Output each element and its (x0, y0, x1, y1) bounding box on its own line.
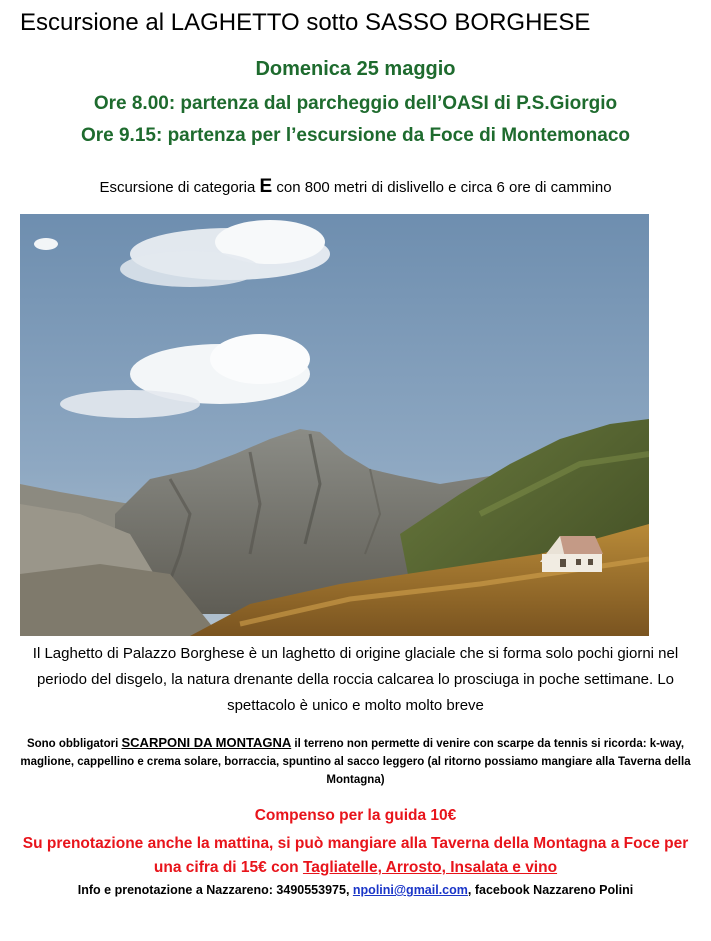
contact-prefix: Info e prenotazione a Nazzareno: 3490553975, (77, 883, 350, 897)
departure-time-1: Ore 8.00: partenza dal parcheggio dell’OASI di P.S.Giorgio (93, 93, 618, 114)
booking-menu: Tagliatelle, Arrosto, Insalata e vino (302, 859, 558, 876)
booking-text: Su prenotazione anche la mattina, si può mangiare alla Taverna della Montagna a Foce per una cifra di 15€ con (22, 835, 689, 876)
mountain-photo (20, 214, 649, 636)
contact-suffix: , facebook Nazzareno Polini (467, 883, 634, 897)
event-date: Domenica 25 maggio (255, 58, 456, 80)
category-line (0, 176, 711, 198)
description: Il Laghetto di Palazzo Borghese è un laghetto di origine glaciale che si forma solo pochi giorni nel periodo del disgelo, la natura drenante della roccia calcarea lo prosciuga in poche settimane. Lo spettacolo è unico e molto molto breve (32, 645, 679, 714)
page-title: Escursione al LAGHETTO sotto SASSO BORGHESE (20, 9, 591, 36)
contact-info (0, 883, 711, 897)
requirements-highlight: SCARPONI DA MONTAGNA (121, 735, 292, 750)
requirements-prefix: Sono obbligatori (26, 738, 119, 750)
category-suffix: con 800 metri di dislivello e circa 6 ore di cammino (276, 179, 612, 196)
category-letter: E (259, 176, 273, 197)
email-link[interactable]: npolini@gmail.com (352, 883, 468, 897)
booking-info (15, 832, 696, 880)
category-prefix: Escursione di categoria (99, 179, 256, 196)
requirements-text: il terreno non permette di venire con scarpe da tennis si ricorda: k-way, maglione, cappellino e crema solare, borraccia, spuntino al sacco leggero (al ritorno possiamo mangiare alla Taverna della Montagna) (20, 738, 691, 786)
guide-fee: Compenso per la guida 10€ (254, 807, 457, 824)
requirements (20, 734, 691, 789)
departure-time-2: Ore 9.15: partenza per l’escursione da Foce di Montemonaco (80, 125, 631, 146)
